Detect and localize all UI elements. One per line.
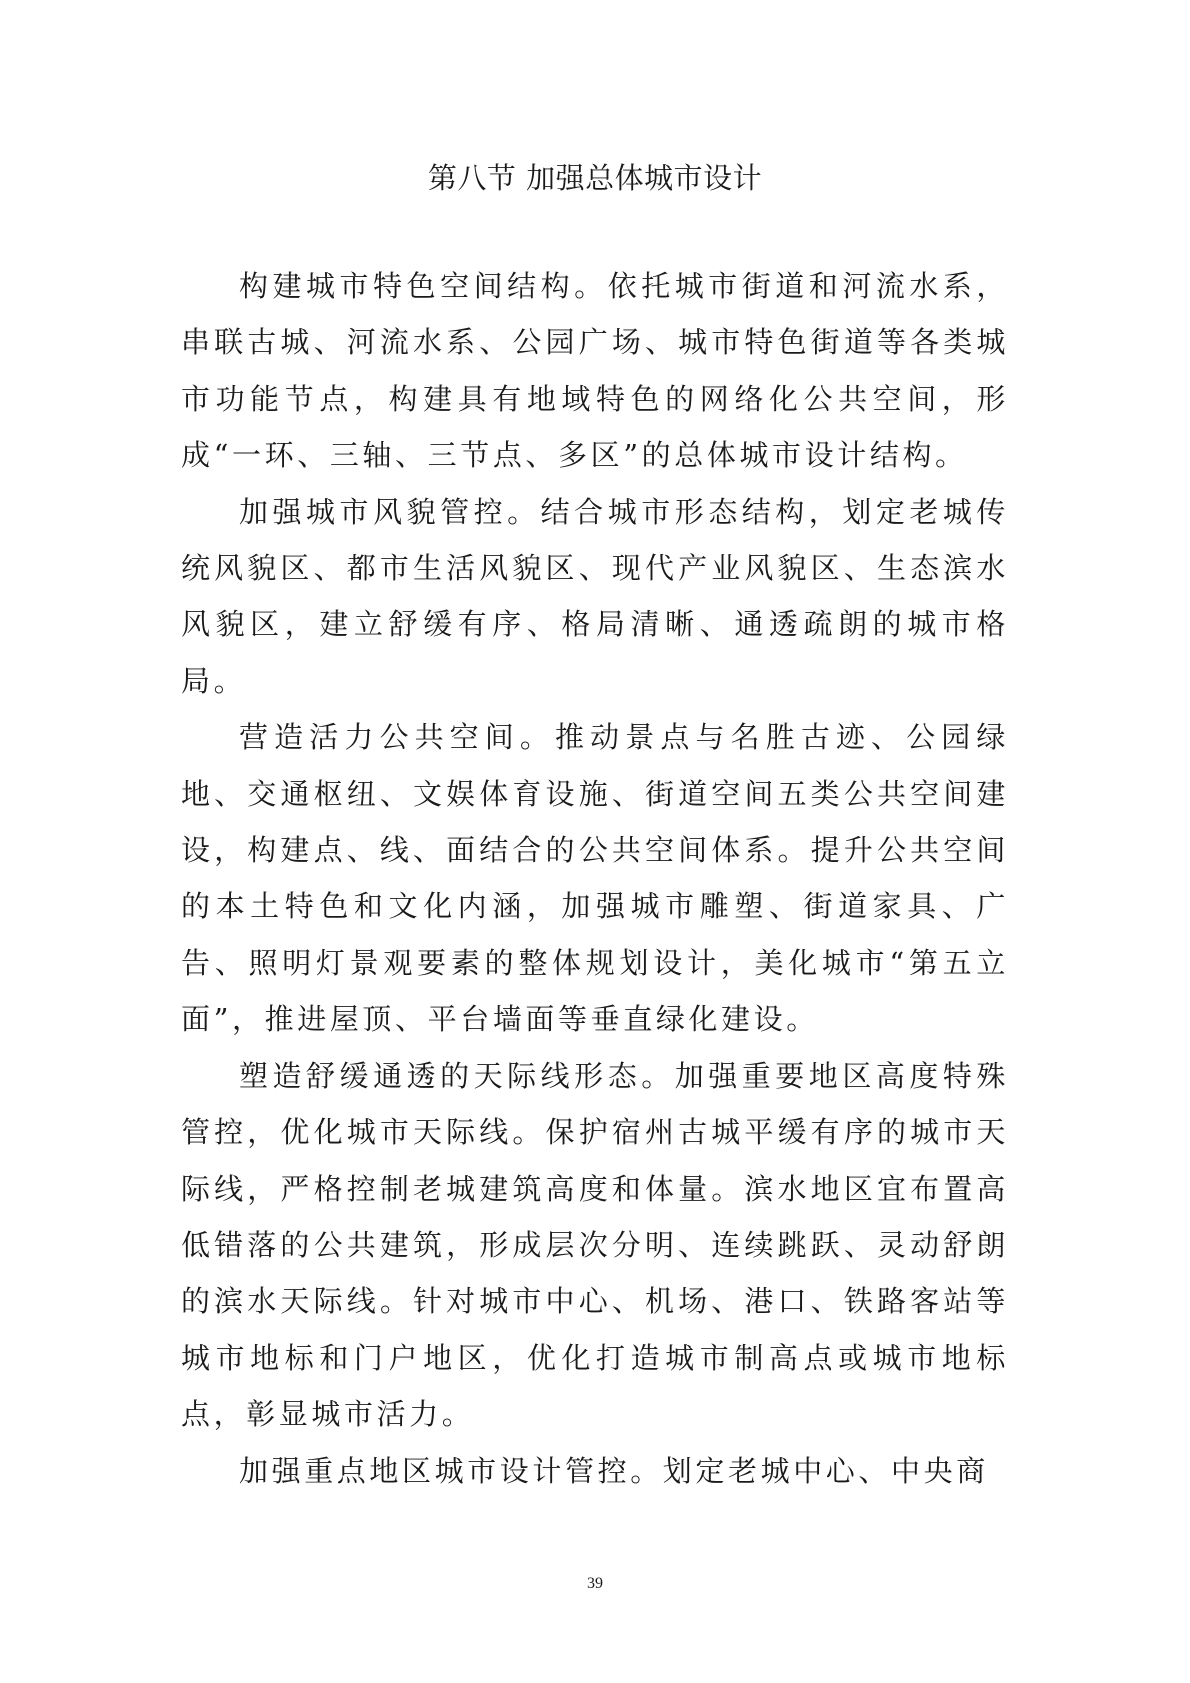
paragraph-skyline: 塑造舒缓通透的天际线形态。加强重要地区高度特殊管控，优化城市天际线。保护宿州古城平缓有序的城市天际线，严格控制老城建筑高度和体量。滨水地区宜布置高低错落的公共建筑，形成层次分明、连续跳跃、灵动舒朗的滨水天际线。针对城市中心、机场、港口、铁路客站等城市地标和门户地区，优化打造城市制高点或城市地标点，彰显城市活力。 xyxy=(181,1058,1009,1432)
paragraph-spatial-structure: 构建城市特色空间结构。依托城市街道和河流水系，串联古城、河流水系、公园广场、城市特色街道等各类城市功能节点，构建具有地域特色的网络化公共空间，形成“一环、三轴、三节点、多区”的总体城市设计结构。 xyxy=(181,269,1009,473)
section-title: 第八节 加强总体城市设计 xyxy=(427,161,763,195)
body-text xyxy=(181,258,1009,1499)
paragraph-style-control: 加强城市风貌管控。结合城市形态结构，划定老城传统风貌区、都市生活风貌区、现代产业风貌区、生态滨水风貌区，建立舒缓有序、格局清晰、通透疏朗的城市格局。 xyxy=(181,494,1009,698)
paragraph-public-space: 营造活力公共空间。推动景点与名胜古迹、公园绿地、交通枢纽、文娱体育设施、街道空间五类公共空间建设，构建点、线、面结合的公共空间体系。提升公共空间的本土特色和文化内涵，加强城市雕塑、街道家具、广告、照明灯景观要素的整体规划设计，美化城市“第五立面”，推进屋顶、平台墙面等垂直绿化建设。 xyxy=(181,720,1009,1037)
paragraph-key-areas: 加强重点地区城市设计管控。划定老城中心、中央商 xyxy=(239,1453,989,1488)
page-number: 39 xyxy=(587,1575,603,1592)
